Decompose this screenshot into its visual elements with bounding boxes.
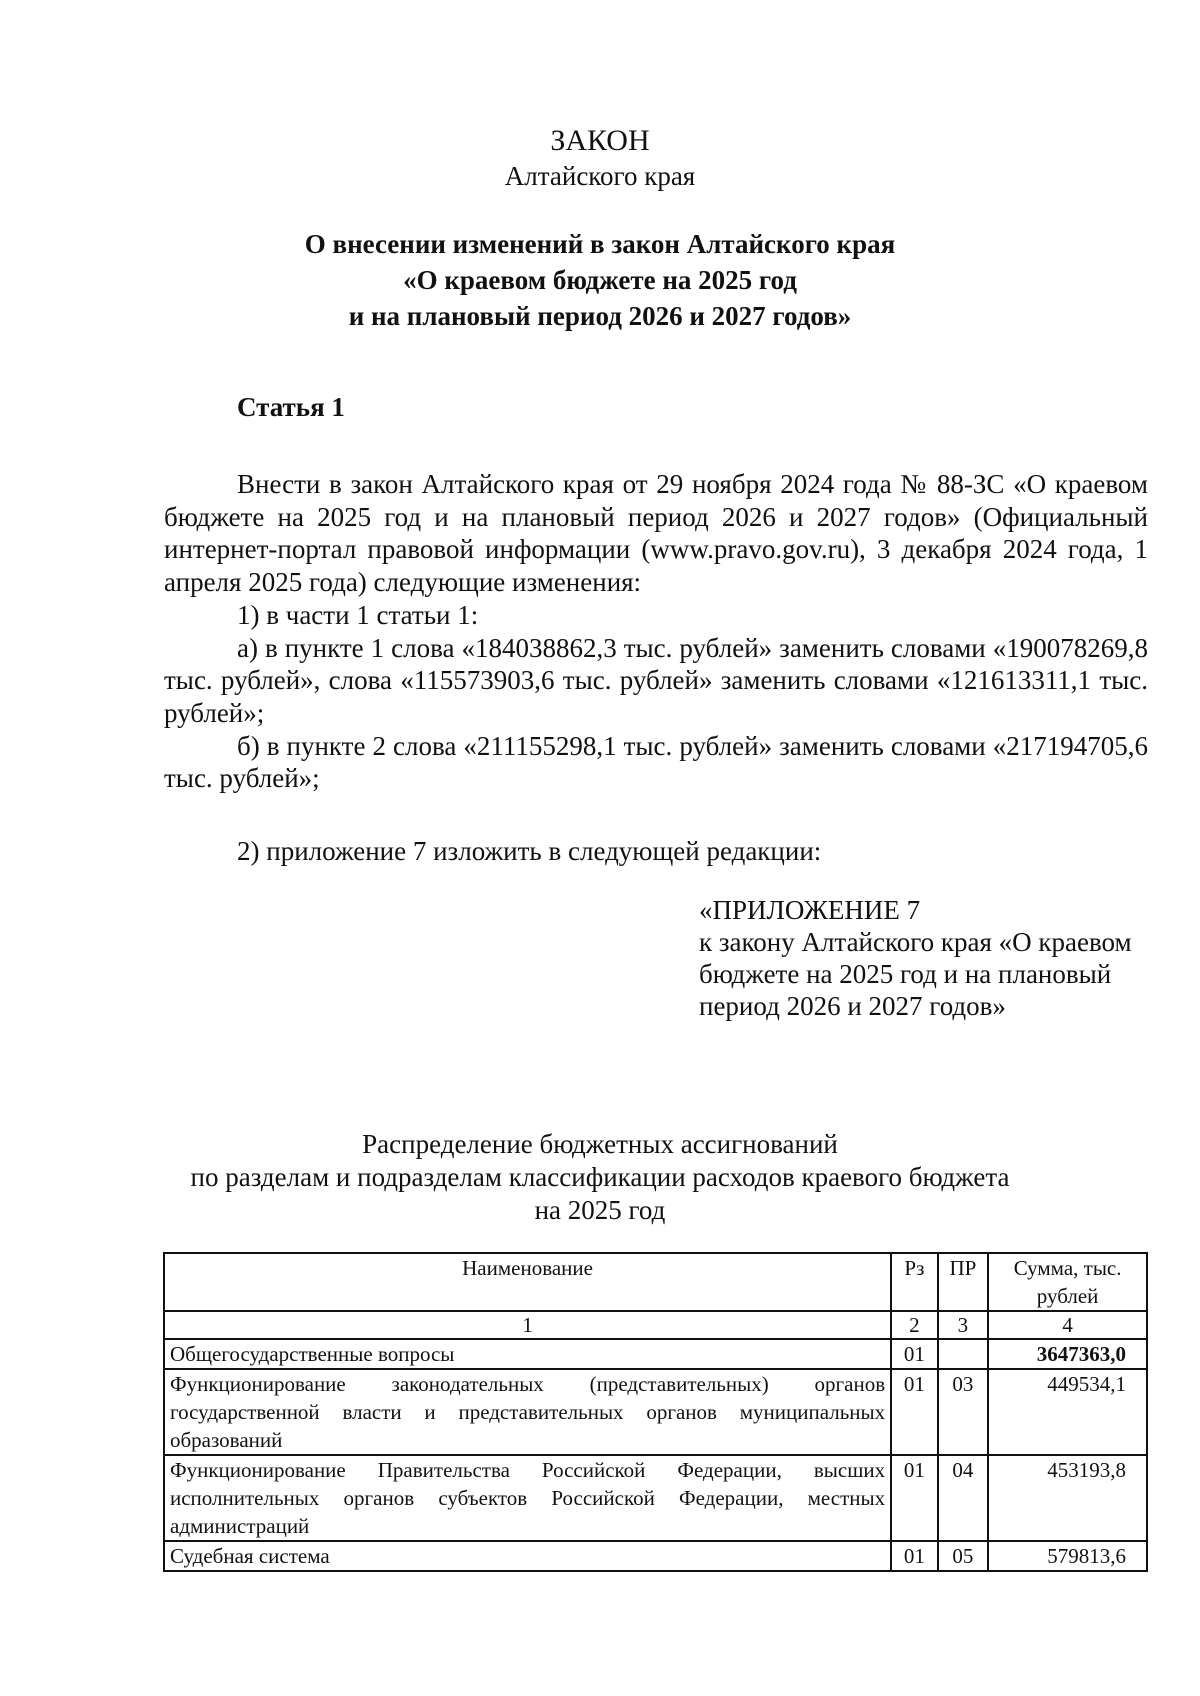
law-label: ЗАКОН (550, 124, 650, 157)
appendix-block (699, 894, 1149, 1022)
row-sum: 3647363,0 (988, 1339, 1147, 1369)
appendix-text: к закону Алтайского края «О краевом бюджете на 2025 год и на плановый период 2026 и 2027 годов» (699, 927, 1132, 1021)
law-title-line: и на плановый период 2026 и 2027 годов» (348, 301, 852, 331)
law-title-line: О внесении изменений в закон Алтайского края (304, 229, 896, 259)
article-body (164, 468, 1148, 795)
table-title-line: по разделам и подразделам классификации расходов краевого бюджета (190, 1162, 1010, 1192)
table-numbering-row (164, 1311, 1147, 1339)
row-rz: 01 (891, 1339, 938, 1369)
appendix-label: «ПРИЛОЖЕНИЕ 7 (699, 895, 921, 925)
item-1a: а) в пункте 1 слова «184038862,3 тыс. рублей» заменить словами «190078269,8 тыс. рублей», слова «115573903,6 тыс. рублей» заменить словами «121613311,1 тыс. рублей»; (164, 632, 1148, 728)
header-sum: Сумма, тыс. рублей (988, 1253, 1147, 1311)
col-number: 4 (988, 1311, 1147, 1339)
row-pr: 03 (938, 1369, 989, 1455)
item-1b: б) в пункте 2 слова «211155298,1 тыс. рублей» заменить словами «217194705,6 тыс. рублей»; (164, 730, 1148, 794)
row-pr: 05 (938, 1541, 989, 1571)
row-name: Функционирование Правительства Российской Федерации, высших исполнительных органов субъектов Российской Федерации, местных администраций (164, 1455, 891, 1541)
row-rz: 01 (891, 1369, 938, 1455)
item-2: 2) приложение 7 изложить в следующей редакции: (237, 836, 822, 866)
row-rz: 01 (891, 1455, 938, 1541)
law-title (0, 226, 1200, 334)
row-sum: 453193,8 (988, 1455, 1147, 1541)
table-title-line: на 2025 год (534, 1195, 666, 1225)
table-row (164, 1455, 1147, 1541)
col-number: 1 (164, 1311, 891, 1339)
item-1: 1) в части 1 статьи 1: (237, 599, 479, 630)
header-name: Наименование (164, 1253, 891, 1311)
table-row (164, 1339, 1147, 1369)
row-rz: 01 (891, 1541, 938, 1571)
row-pr (938, 1339, 989, 1369)
budget-table (163, 1252, 1148, 1572)
law-title-line: «О краевом бюджете на 2025 год (403, 265, 797, 295)
table-title-line: Распределение бюджетных ассигнований (362, 1129, 838, 1159)
row-pr: 04 (938, 1455, 989, 1541)
row-sum: 579813,6 (988, 1541, 1147, 1571)
table-row (164, 1369, 1147, 1455)
article-intro: Внести в закон Алтайского края от 29 ноября 2024 года № 88-ЗС «О краевом бюджете на 2025 год и на плановый период 2026 и 2027 годов» (Официальный интернет-портал правовой информации (www.pravo.gov.ru), 3 декабря 2024 года, 1 апреля 2025 года) следующие изменения: (164, 469, 1148, 598)
item-2-block (164, 835, 1148, 868)
col-number: 3 (938, 1311, 989, 1339)
row-name: Функционирование законодательных (представительных) органов государственной власти и представительных органов муниципальных образований (164, 1369, 891, 1455)
row-name: Судебная система (164, 1541, 891, 1571)
table-row (164, 1541, 1147, 1571)
article-heading: Статья 1 (237, 392, 345, 422)
row-name: Общегосударственные вопросы (164, 1339, 891, 1369)
row-sum: 449534,1 (988, 1369, 1147, 1455)
table-header-row (164, 1253, 1147, 1311)
header-rz: Рз (891, 1253, 938, 1311)
col-number: 2 (891, 1311, 938, 1339)
header-pr: ПР (938, 1253, 989, 1311)
region-name: Алтайского края (504, 161, 696, 191)
table-title (0, 1128, 1200, 1227)
